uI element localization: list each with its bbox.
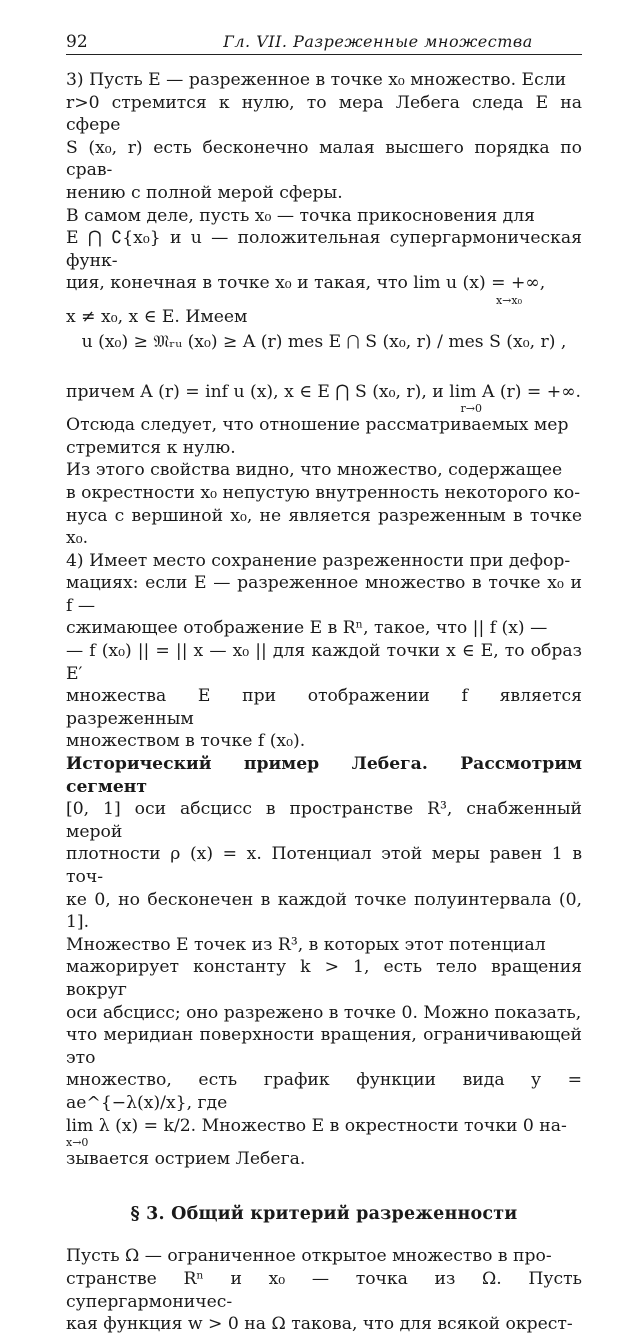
page-header bbox=[66, 30, 582, 55]
text-line: множества E при отображении f является разреженным bbox=[66, 686, 582, 729]
text-line: стремится к нулю. bbox=[66, 437, 236, 458]
text-line: [0, 1] оси абсцисс в пространстве R³, снабженный мерой bbox=[66, 799, 582, 842]
text-line: Отсюда следует, что отношение рассматриваемых мер bbox=[66, 415, 569, 436]
text-line: lim λ (x) = k/2. Множество E в окрестности точки 0 на- bbox=[66, 1115, 567, 1136]
text-line: Множество E точек из R³, в которых этот потенциал bbox=[66, 934, 546, 955]
text-line: мациях: если E — разреженное множество в точке x₀ и f — bbox=[66, 573, 582, 616]
text-line: нуса с вершиной x₀, не является разреженным в точке x₀. bbox=[66, 505, 582, 549]
text-line: причем A (r) = inf u (x), x ∈ E ⋂ S (x₀, r), и lim A (r) = +∞. bbox=[66, 381, 581, 402]
text-line: кая функция w > 0 на Ω такова, что для всякой окрест- bbox=[66, 1314, 573, 1335]
limit-subscript: x→0 bbox=[66, 1136, 89, 1150]
text-line: Пусть Ω — ограниченное открытое множество в про- bbox=[66, 1246, 552, 1267]
equation-text: u (x₀) ≥ 𝔐ᵣᵤ (x₀) ≥ A (r) mes E ⋂ S (x₀, r) / mes S (x₀, r) , bbox=[81, 331, 567, 352]
text-line: сжимающее отображение E в Rⁿ, такое, что || f (x) — bbox=[66, 618, 548, 639]
section-title: § 3. Общий критерий разреженности bbox=[130, 1203, 518, 1224]
text-line: оси абсцисс; оно разрежено в точке 0. Можно показать, bbox=[66, 1002, 582, 1023]
text-line: — f (x₀) || = || x — x₀ || для каждой точки x ∈ E, то образ E′ bbox=[66, 641, 582, 684]
limit-subscript: x→x₀ bbox=[495, 293, 522, 307]
text-line: ция, конечная в точке x₀ и такая, что lim u (x) = +∞, bbox=[66, 273, 546, 294]
limit-subscript: r→0 bbox=[460, 402, 482, 416]
text-line: E ⋂ ∁{x₀} и u — положительная супергармоническая функ- bbox=[66, 228, 582, 271]
page-number: 92 bbox=[66, 32, 88, 52]
text-line: r>0 стремится к нулю, то мера Лебега следа E на сфере bbox=[66, 92, 582, 136]
text-line: 4) Имеет место сохранение разреженности при дефор- bbox=[66, 550, 571, 571]
page-body bbox=[66, 69, 582, 1336]
text-line: ке 0, но бесконечен в каждой точке полуинтервала (0, 1]. bbox=[66, 889, 582, 933]
text-line: множество, есть график функции вида y = ae^{−λ(x)/x}, где bbox=[66, 1070, 582, 1113]
text-line: множеством в точке f (x₀). bbox=[66, 731, 306, 752]
display-equation bbox=[66, 331, 582, 379]
text-line: нению с полной мерой сферы. bbox=[66, 182, 343, 203]
text-line: x ≠ x₀, x ∈ E. Имеем bbox=[66, 306, 248, 327]
text-line: 3) Пусть E — разреженное в точке x₀ множество. Если bbox=[66, 70, 567, 90]
running-head: Гл. VII. Разреженные множества bbox=[223, 32, 533, 51]
text-line: в окрестности x₀ непустую внутренность некоторого ко- bbox=[66, 482, 581, 503]
text-line: В самом деле, пусть x₀ — точка прикосновения для bbox=[66, 205, 536, 226]
text-line: мажорирует константу k > 1, есть тело вращения вокруг bbox=[66, 957, 582, 1000]
text-line: Из этого свойства видно, что множество, содержащее bbox=[66, 460, 563, 481]
text-line: Исторический пример Лебега. Рассмотрим сегмент bbox=[66, 754, 582, 797]
text-line: S (x₀, r) есть бесконечно малая высшего порядка по срав- bbox=[66, 137, 582, 181]
text-line: плотности ρ (x) = x. Потенциал этой меры равен 1 в точ- bbox=[66, 844, 582, 887]
text-line: что меридиан поверхности вращения, ограничивающей это bbox=[66, 1025, 582, 1068]
text-line: зывается острием Лебега. bbox=[66, 1149, 306, 1170]
text-line: странстве Rⁿ и x₀ — точка из Ω. Пусть супергармоничес- bbox=[66, 1268, 582, 1312]
